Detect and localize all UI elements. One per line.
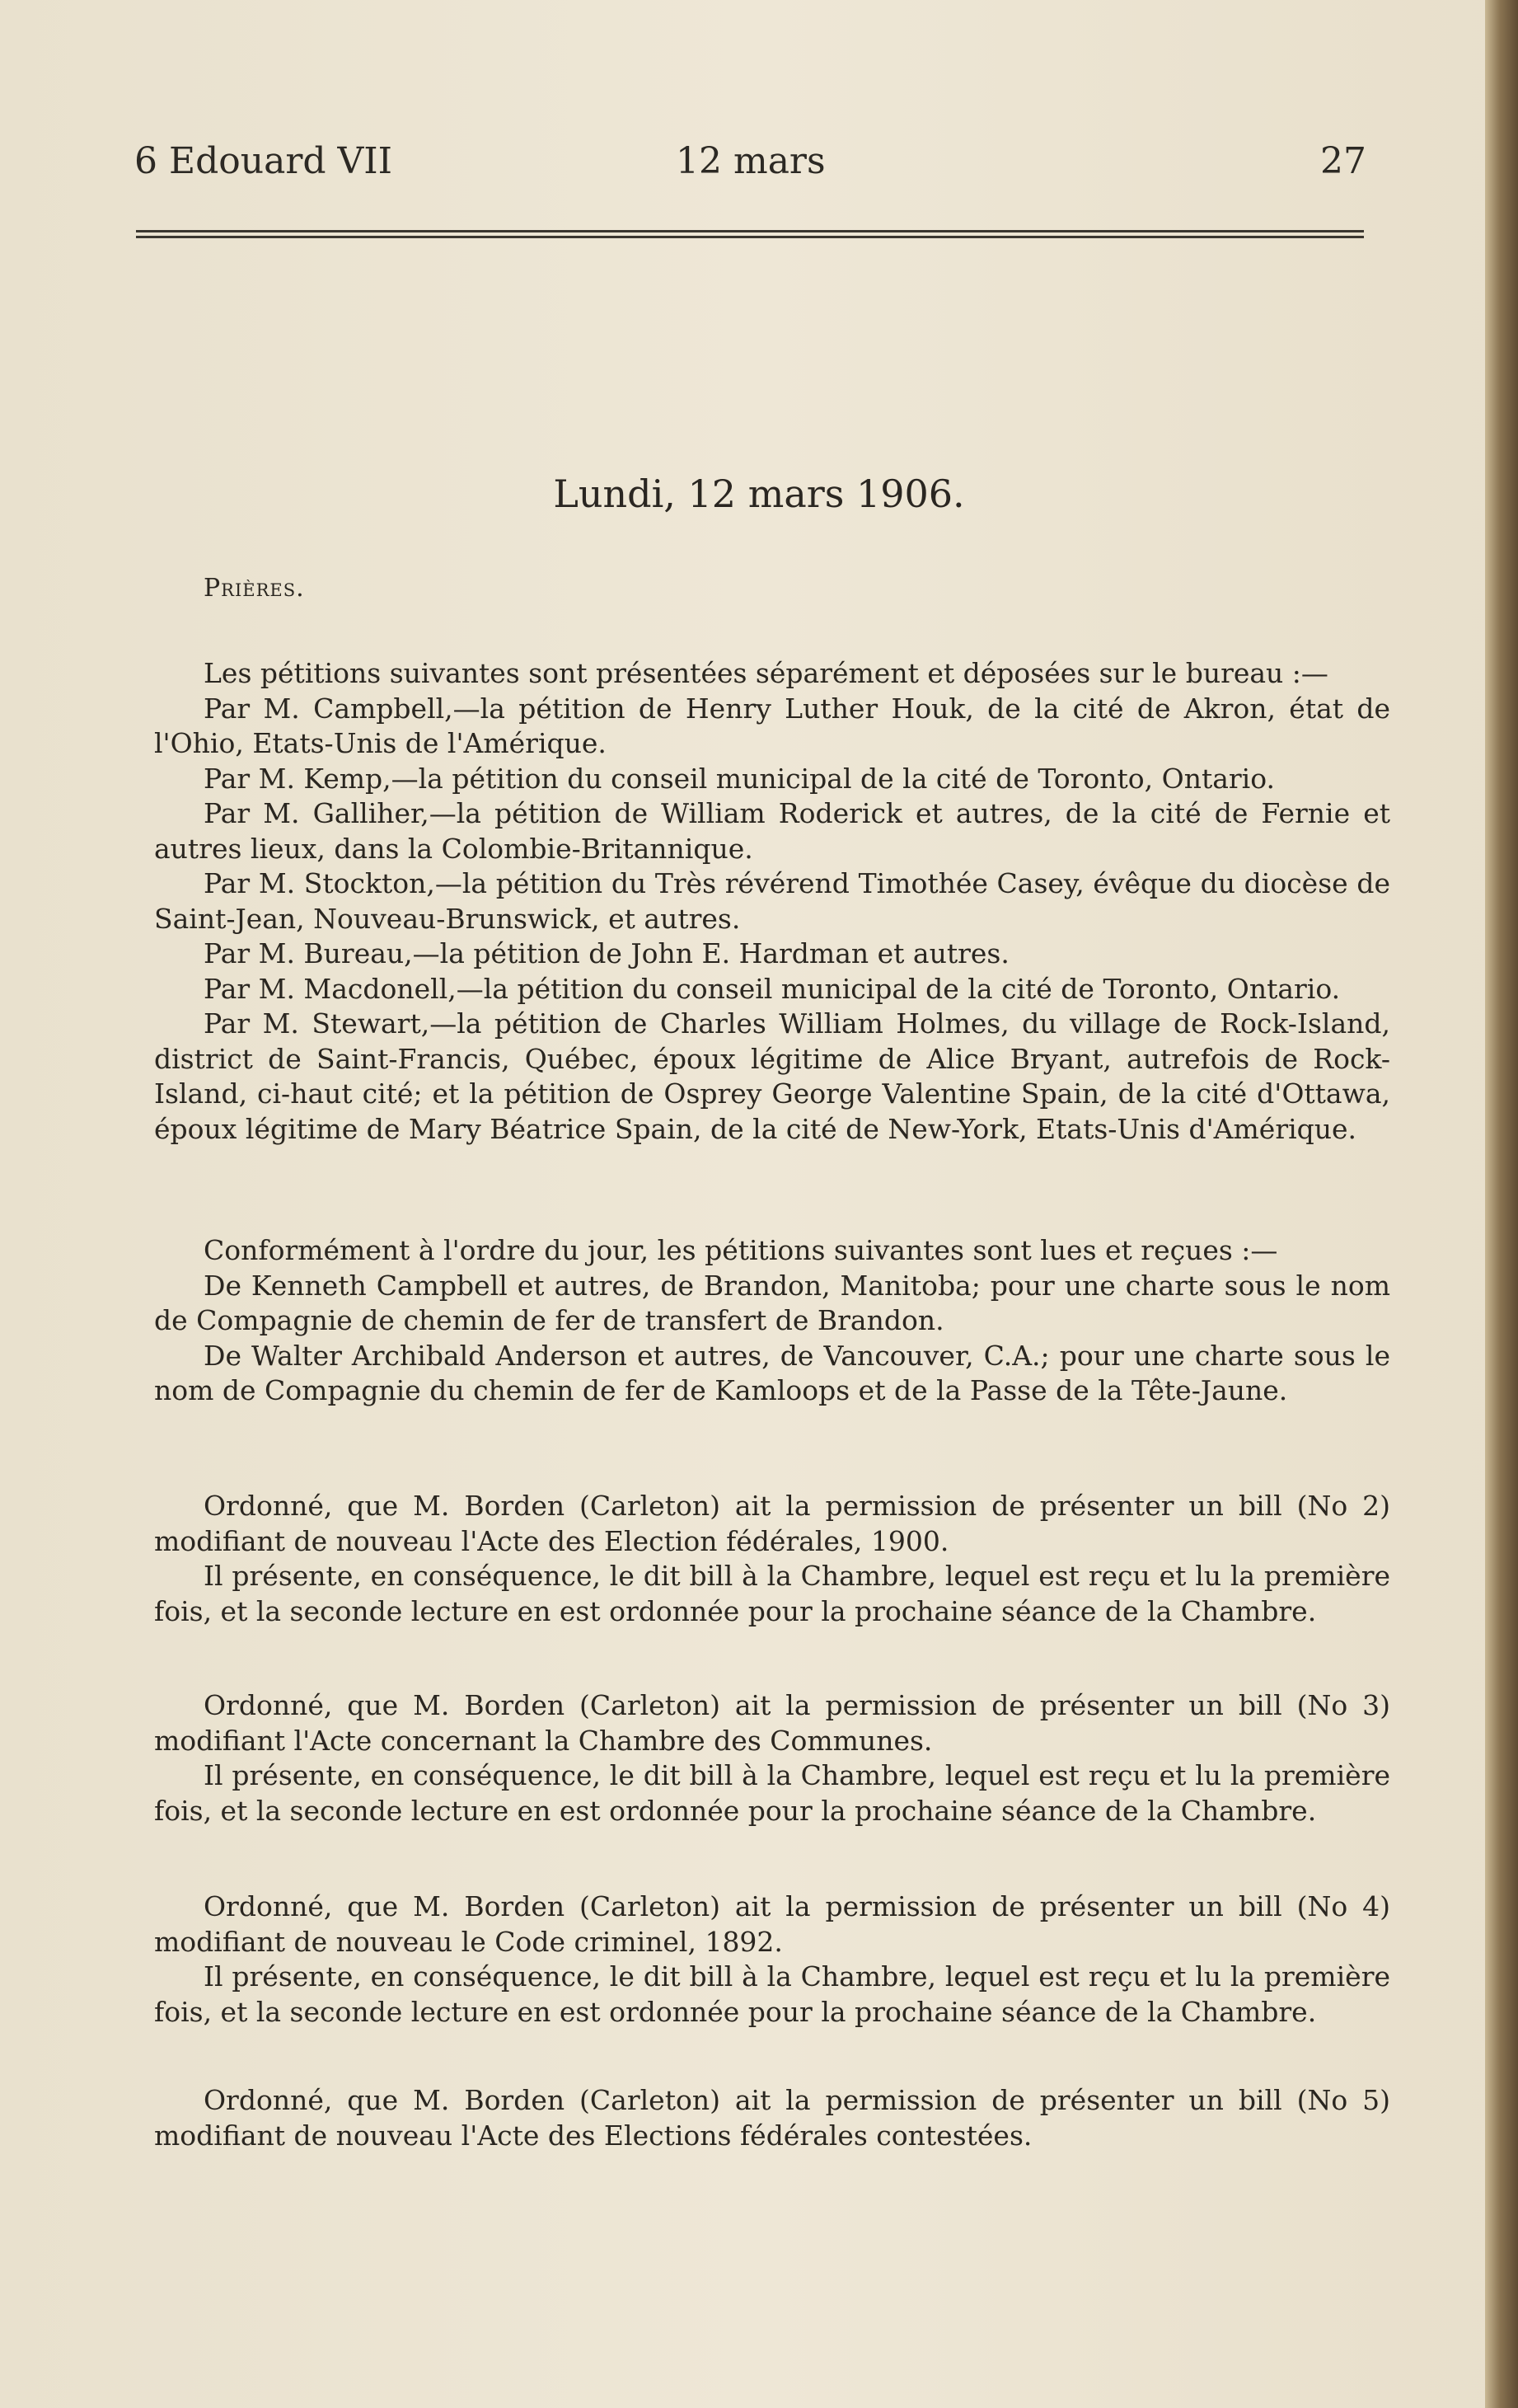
petitions-read-section — [154, 1233, 1390, 1409]
petition-item: Par M. Bureau,—la pétition de John E. Hardman et autres. — [204, 937, 1010, 969]
date-heading: Lundi, 12 mars 1906. — [553, 472, 965, 516]
header-date: 12 mars — [676, 140, 826, 182]
petition-item: Par M. Campbell,—la pétition de Henry Luther Houk, de la cité de Akron, état de l'Ohio, Etats-Unis de l'Amérique. — [154, 692, 1390, 759]
bill-order: Ordonné, que M. Borden (Carleton) ait la permission de présenter un bill (No 3) modifiant l'Acte concernant la Chambre des Communes. — [154, 1689, 1390, 1757]
page-header — [134, 140, 1366, 198]
book-spine — [1485, 0, 1518, 2408]
page-number: 27 — [1320, 140, 1366, 182]
petitions-read-intro: Conformément à l'ordre du jour, les pétitions suivantes sont lues et reçues :— — [204, 1234, 1278, 1266]
bill-order: Ordonné, que M. Borden (Carleton) ait la permission de présenter un bill (No 5) modifiant de nouveau l'Acte des Elections fédérales contestées. — [154, 2084, 1390, 2152]
bill-no-5 — [154, 2083, 1390, 2153]
petition-item: Par M. Stockton,—la pétition du Très révérend Timothée Casey, évêque du diocèse de Saint-Jean, Nouveau-Brunswick, et autres. — [154, 867, 1390, 935]
petition-item: Par M. Macdonell,—la pétition du conseil municipal de la cité de Toronto, Ontario. — [204, 972, 1341, 1005]
petitions-presented-intro: Les pétitions suivantes sont présentées séparément et déposées sur le bureau :— — [204, 657, 1328, 689]
bill-result: Il présente, en conséquence, le dit bill à la Chambre, lequel est reçu et lu la première fois, et la seconde lecture en est ordonnée pour la prochaine séance de la Chambre. — [154, 1960, 1390, 2028]
petitions-presented-section — [154, 656, 1390, 1147]
bill-order: Ordonné, que M. Borden (Carleton) ait la permission de présenter un bill (No 4) modifiant de nouveau le Code criminel, 1892. — [154, 1890, 1390, 1958]
petition-item: Par M. Kemp,—la pétition du conseil municipal de la cité de Toronto, Ontario. — [204, 762, 1276, 795]
bill-result: Il présente, en conséquence, le dit bill à la Chambre, lequel est reçu et lu la première fois, et la seconde lecture en est ordonnée pour la prochaine séance de la Chambre. — [154, 1759, 1390, 1827]
header-rule-bottom — [136, 236, 1364, 238]
petition-item: Par M. Stewart,—la pétition de Charles William Holmes, du village de Rock-Island, district de Saint-Francis, Québec, époux légitime de Alice Bryant, autrefois de Rock-Island, ci-haut cité; et la pétition de Osprey George Valentine Spain, de la cité d'Ottawa, époux légitime de Mary Béatrice Spain, de la cité de New-York, Etats-Unis d'Amérique. — [154, 1007, 1390, 1145]
bill-no-3 — [154, 1688, 1390, 1828]
bill-order: Ordonné, que M. Borden (Carleton) ait la permission de présenter un bill (No 2) modifiant de nouveau l'Acte des Election fédérales, 1900. — [154, 1490, 1390, 1557]
bill-result: Il présente, en conséquence, le dit bill à la Chambre, lequel est reçu et lu la première fois, et la seconde lecture en est ordonnée pour la prochaine séance de la Chambre. — [154, 1560, 1390, 1627]
header-regnal-year: 6 Edouard VII — [134, 140, 393, 182]
petition-item: Par M. Galliher,—la pétition de William Roderick et autres, de la cité de Fernie et autres lieux, dans la Colombie-Britannique. — [154, 797, 1390, 865]
bill-no-2 — [154, 1489, 1390, 1629]
bill-no-4 — [154, 1889, 1390, 2030]
header-rule-top — [136, 230, 1364, 232]
petition-read-item: De Walter Archibald Anderson et autres, de Vancouver, C.A.; pour une charte sous le nom de Compagnie du chemin de fer de Kamloops et de la Passe de la Tête-Jaune. — [154, 1339, 1390, 1406]
prayers-heading: Prières. — [204, 574, 305, 603]
petition-read-item: De Kenneth Campbell et autres, de Brandon, Manitoba; pour une charte sous le nom de Compagnie de chemin de fer de transfert de Brandon. — [154, 1269, 1390, 1336]
